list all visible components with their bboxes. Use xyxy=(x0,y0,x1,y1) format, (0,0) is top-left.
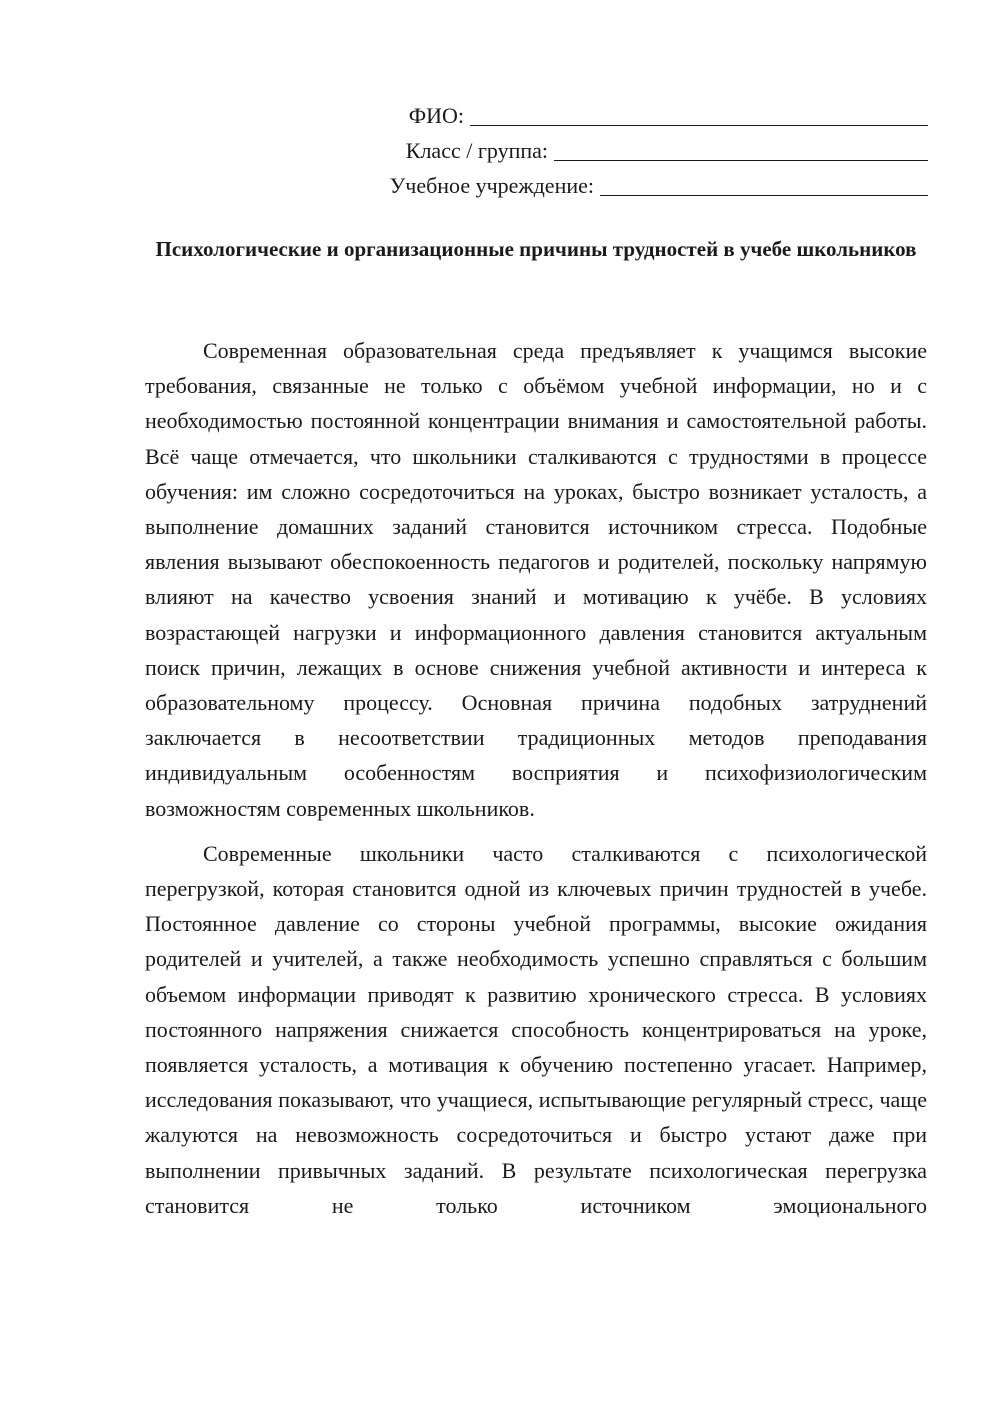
field-institution xyxy=(328,165,928,200)
paragraph-2: Современные школьники часто сталкиваются с психологической перегрузкой, которая становится одной из ключевых причин трудностей в учебе. Постоянное давление со стороны учебной программы, высокие ожидания родителей и учителей, а также необходимость успешно справляться с большим объемом информации приводят к развитию хронического стресса. В условиях постоянного напряжения снижается способность концентрироваться на уроке, появляется усталость, а мотивация к обучению постепенно угасает. Например, исследования показывают, что учащиеся, испытывающие регулярный стресс, чаще жалуются на невозможность сосредоточиться и быстро устают даже при выполнении привычных заданий. В результате психологическая перегрузка становится не только источником эмоционального xyxy=(145,840,927,1218)
field-label-class-group: Класс / группа: xyxy=(405,138,548,163)
field-label-full-name: ФИО: xyxy=(408,103,464,128)
header-fields xyxy=(328,95,928,200)
field-line-full-name[interactable] xyxy=(470,103,928,126)
field-class-group xyxy=(328,130,928,165)
field-line-institution[interactable] xyxy=(600,173,928,196)
paragraph-1: Современная образовательная среда предъявляет к учащимся высокие требования, связанные не только с объёмом учебной информации, но и с необходимостью постоянной концентрации внимания и самостоятельной работы. Всё чаще отмечается, что школьники сталкиваются с трудностями в процессе обучения: им сложно сосредоточиться на уроках, быстро возникает усталость, а выполнение домашних заданий становится источником стресса. Подобные явления вызывают обеспокоенность педагогов и родителей, поскольку напрямую влияют на качество усвоения знаний и мотивацию к учёбе. В условиях возрастающей нагрузки и информационного давления становится актуальным поиск причин, лежащих в основе снижения учебной активности и интереса к образовательному процессу. Основная причина подобных затруднений заключается в несоответствии традиционных методов преподавания индивидуальным особенностям восприятия и психофизиологическим возможностям современных школьников. xyxy=(145,338,927,821)
document-body xyxy=(145,333,927,1223)
field-label-institution: Учебное учреждение: xyxy=(389,173,594,198)
field-full-name xyxy=(328,95,928,130)
document-title: Психологические и организационные причины трудностей в учебе школьников xyxy=(155,237,917,261)
field-line-class-group[interactable] xyxy=(554,138,928,161)
